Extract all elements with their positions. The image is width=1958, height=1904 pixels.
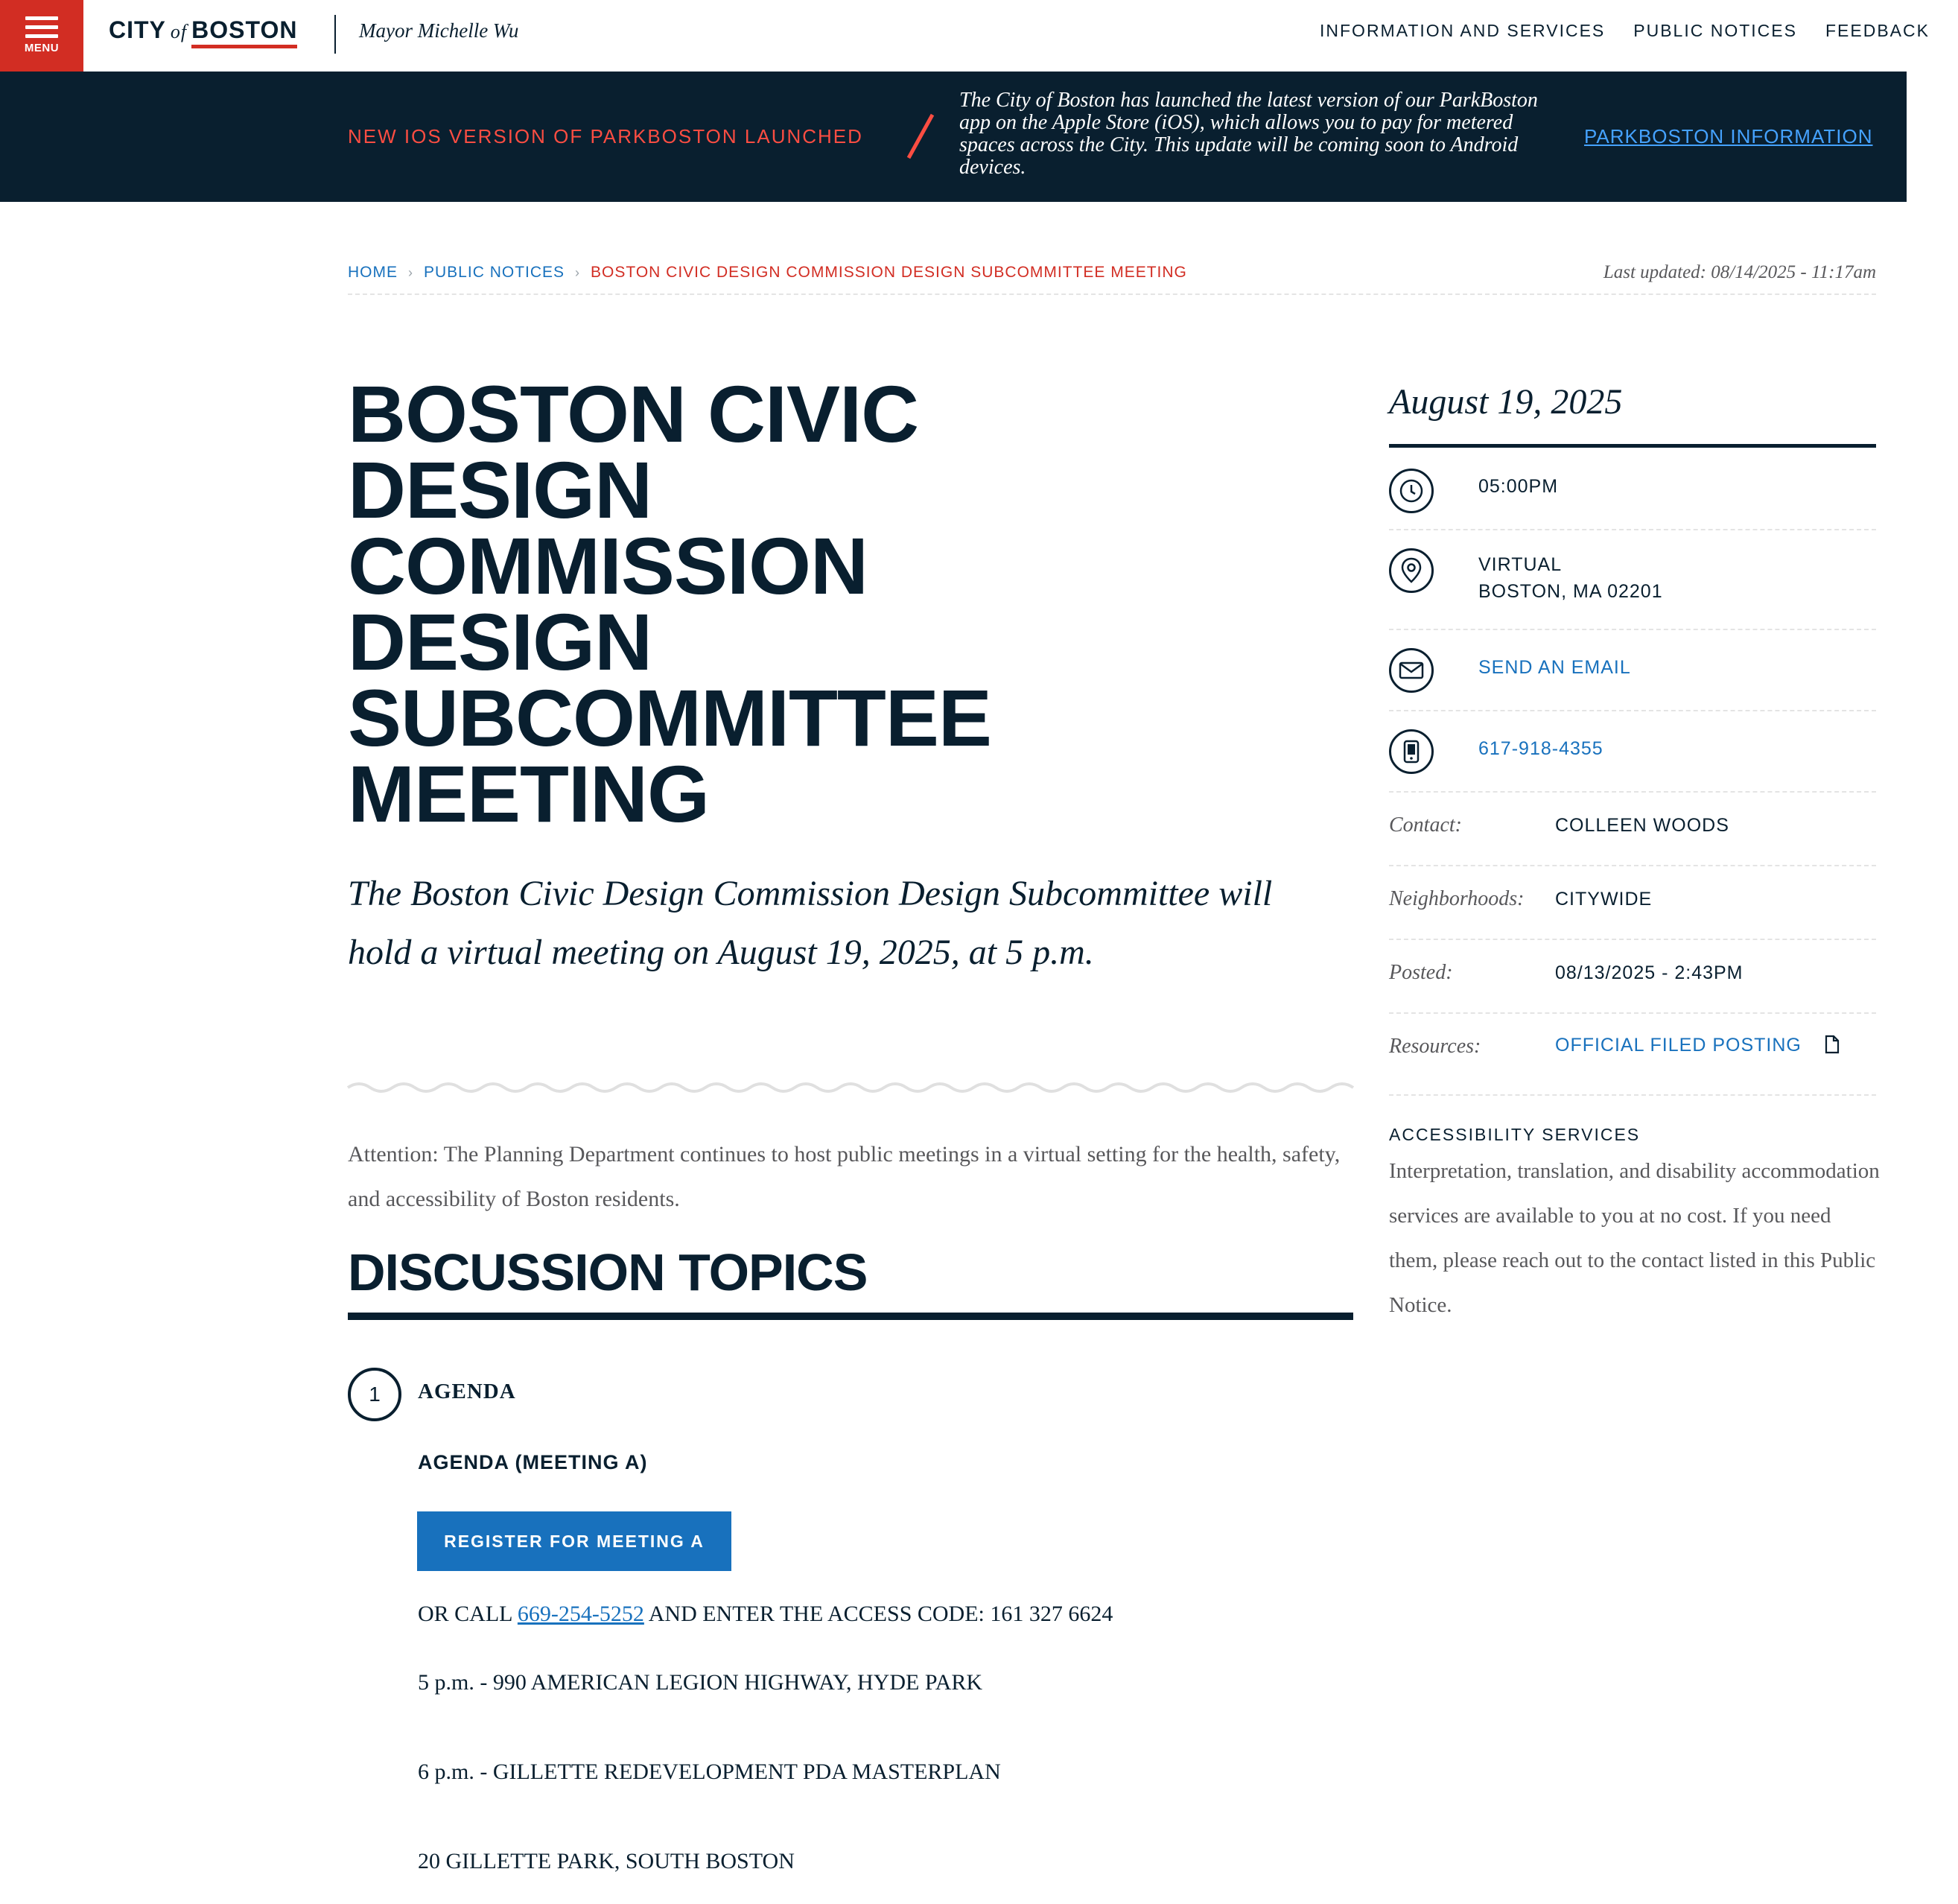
- page-title: BOSTON CIVIC DESIGN COMMISSION DESIGN SUBCOMMITTEE MEETING: [348, 369, 991, 839]
- call-suffix: AND ENTER THE ACCESS CODE: 161 327 6624: [648, 1602, 1113, 1626]
- resources-label: Resources:: [1389, 1035, 1481, 1058]
- event-email-row: [1389, 630, 1876, 711]
- accessibility-services-title: ACCESSIBILITY SERVICES: [1389, 1125, 1641, 1144]
- phone-link[interactable]: 617-918-4355: [1478, 738, 1603, 759]
- register-meeting-a-button[interactable]: REGISTER FOR MEETING A: [417, 1511, 731, 1571]
- hamburger-icon: [25, 16, 58, 43]
- posted-row: [1389, 940, 1876, 1014]
- attention-text: Attention: The Planning Department continues to host public meetings in a virtual setting for the health, safety, and accessibility of Boston residents.: [348, 1142, 1341, 1211]
- breadcrumb: [348, 264, 1187, 282]
- logo-divider: [334, 15, 336, 54]
- official-filed-posting-link[interactable]: [1555, 1035, 1840, 1056]
- call-phone-link[interactable]: 669-254-5252: [517, 1602, 644, 1626]
- slash-divider-icon: [903, 113, 938, 159]
- mayor-name: Mayor Michelle Wu: [359, 19, 519, 42]
- envelope-icon: [1389, 648, 1434, 693]
- event-phone-row: [1389, 711, 1876, 793]
- location-pin-icon: [1389, 548, 1434, 593]
- parkboston-information-link[interactable]: PARKBOSTON INFORMATION: [1584, 125, 1873, 147]
- neighborhoods-value: CITYWIDE: [1555, 889, 1653, 910]
- nav-feedback[interactable]: FEEDBACK: [1825, 21, 1930, 40]
- menu-button[interactable]: [0, 0, 83, 72]
- agenda-item: 5 p.m. - 990 AMERICAN LEGION HIGHWAY, HYDE PARK: [418, 1670, 983, 1695]
- location-line-2: BOSTON, MA 02201: [1478, 581, 1663, 602]
- location-line-1: VIRTUAL: [1478, 554, 1563, 575]
- top-navigation: [1320, 21, 1958, 41]
- neighborhoods-label: Neighborhoods:: [1389, 887, 1525, 910]
- resources-row: [1389, 1014, 1876, 1096]
- nav-public-notices[interactable]: PUBLIC NOTICES: [1633, 21, 1797, 40]
- event-location-row: [1389, 530, 1876, 630]
- breadcrumb-divider: [348, 293, 1876, 295]
- breadcrumb-public-notices[interactable]: PUBLIC NOTICES: [424, 264, 565, 281]
- step-number-circle: 1: [348, 1368, 401, 1421]
- neighborhoods-row: [1389, 866, 1876, 940]
- contact-value: COLLEEN WOODS: [1555, 815, 1729, 836]
- agenda-meeting-a-title: AGENDA (MEETING A): [418, 1451, 648, 1473]
- contact-row: [1389, 793, 1876, 866]
- clock-icon: [1389, 469, 1434, 513]
- posted-value: 08/13/2025 - 2:43PM: [1555, 962, 1744, 983]
- agenda-item: 6 p.m. - GILLETTE REDEVELOPMENT PDA MASTERPLAN: [418, 1759, 1001, 1784]
- posted-label: Posted:: [1389, 961, 1453, 984]
- call-in-instructions: [418, 1602, 1113, 1627]
- document-icon: [1824, 1035, 1840, 1054]
- breadcrumb-separator-icon: ›: [575, 265, 581, 280]
- last-updated: Last updated: 08/14/2025 - 11:17am: [1603, 262, 1876, 282]
- banner-text: The City of Boston has launched the latest version of our ParkBoston app on the Apple Store (iOS), which allows you to pay for metered spaces across the City. This update will be coming soon to Android devices.: [959, 89, 1538, 179]
- step-label: AGENDA: [418, 1380, 516, 1403]
- discussion-topics-rule: [348, 1313, 1353, 1320]
- call-prefix: OR CALL: [418, 1602, 512, 1626]
- accessibility-services-text: Interpretation, translation, and disability accommodation services are available to you at no cost. If you need them, please reach out to the contact listed in this Public Notice.: [1389, 1159, 1880, 1317]
- logo-city: CITY: [109, 16, 166, 43]
- event-time-row: [1389, 451, 1876, 530]
- contact-label: Contact:: [1389, 813, 1462, 837]
- phone-icon: [1389, 729, 1434, 774]
- event-time: 05:00PM: [1478, 476, 1559, 497]
- alert-banner: [0, 72, 1907, 202]
- event-date: August 19, 2025: [1389, 382, 1623, 422]
- breadcrumb-separator-icon: ›: [408, 265, 413, 280]
- logo-boston: BOSTON: [191, 16, 297, 48]
- agenda-item: 20 GILLETTE PARK, SOUTH BOSTON: [418, 1849, 795, 1873]
- city-of-boston-logo[interactable]: [109, 16, 297, 54]
- banner-headline: NEW IOS VERSION OF PARKBOSTON LAUNCHED: [348, 125, 863, 147]
- intro-text: The Boston Civic Design Commission Design Subcommittee will hold a virtual meeting on August 19, 2025, at 5 p.m.: [348, 874, 1273, 972]
- send-email-link[interactable]: SEND AN EMAIL: [1478, 657, 1631, 678]
- wavy-divider: [348, 1077, 1353, 1098]
- event-date-rule: [1389, 444, 1876, 448]
- breadcrumb-home[interactable]: HOME: [348, 264, 398, 281]
- site-header: [0, 0, 1930, 72]
- breadcrumb-current: BOSTON CIVIC DESIGN COMMISSION DESIGN SUBCOMMITTEE MEETING: [591, 264, 1187, 281]
- discussion-topics-heading: DISCUSSION TOPICS: [348, 1243, 868, 1301]
- menu-label: MENU: [24, 42, 60, 54]
- nav-information-and-services[interactable]: INFORMATION AND SERVICES: [1320, 21, 1606, 40]
- official-filed-posting-label: OFFICIAL FILED POSTING: [1555, 1035, 1802, 1056]
- logo-of: of: [170, 21, 188, 42]
